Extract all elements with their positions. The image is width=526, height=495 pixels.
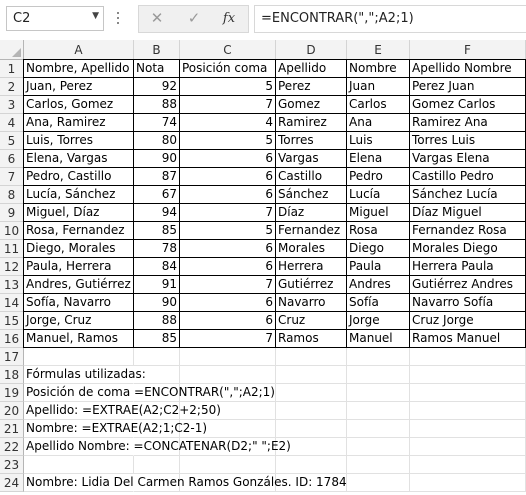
table-cell[interactable]: Paula, Herrera <box>24 258 134 276</box>
table-cell[interactable]: Morales <box>276 240 347 258</box>
table-cell[interactable]: Lucía, Sánchez <box>24 186 134 204</box>
table-cell[interactable]: Carlos <box>347 96 410 114</box>
name-box-value: C2 <box>13 11 31 26</box>
row-header[interactable]: 23 <box>0 456 24 474</box>
row-header[interactable]: 22 <box>0 438 24 456</box>
row-header[interactable]: 24 <box>0 474 24 492</box>
table-cell[interactable]: Cruz Jorge <box>410 312 526 330</box>
column-header-e[interactable]: E <box>347 40 410 60</box>
table-cell[interactable]: Díaz Miguel <box>410 204 526 222</box>
table-cell[interactable]: 80 <box>134 132 180 150</box>
row-header[interactable]: 16 <box>0 330 24 348</box>
empty-cell[interactable] <box>276 384 347 402</box>
table-cell[interactable]: 84 <box>134 258 180 276</box>
row-header[interactable]: 21 <box>0 420 24 438</box>
table-cell[interactable]: Gomez Carlos <box>410 96 526 114</box>
table-cell[interactable]: Morales Diego <box>410 240 526 258</box>
empty-cell[interactable] <box>276 402 347 420</box>
table-cell[interactable]: 7 <box>180 96 276 114</box>
table-cell[interactable]: 94 <box>134 204 180 222</box>
formula-bar <box>0 0 526 41</box>
table-cell[interactable]: Juan, Perez <box>24 78 134 96</box>
table-cell[interactable]: Gutiérrez Andres <box>410 276 526 294</box>
table-cell[interactable]: Juan <box>347 78 410 96</box>
table-cell[interactable]: Elena, Vargas <box>24 150 134 168</box>
spreadsheet-grid[interactable] <box>0 40 526 495</box>
table-cell[interactable]: 90 <box>134 294 180 312</box>
table-cell[interactable]: 6 <box>180 312 276 330</box>
empty-cell[interactable] <box>134 348 180 366</box>
empty-cell[interactable] <box>410 438 526 456</box>
table-cell[interactable]: Perez <box>276 78 347 96</box>
table-cell[interactable]: Andres <box>347 276 410 294</box>
table-cell[interactable]: Ramos <box>276 330 347 348</box>
table-cell[interactable]: Fernandez Rosa <box>410 222 526 240</box>
table-cell[interactable]: Sofía <box>347 294 410 312</box>
empty-cell[interactable] <box>410 384 526 402</box>
row-header[interactable]: 12 <box>0 258 24 276</box>
table-cell[interactable]: 5 <box>180 78 276 96</box>
name-box[interactable] <box>6 6 104 31</box>
table-cell[interactable]: 6 <box>180 294 276 312</box>
table-cell[interactable]: Rosa <box>347 222 410 240</box>
table-cell[interactable]: Manuel, Ramos <box>24 330 134 348</box>
table-cell[interactable]: Lucía <box>347 186 410 204</box>
table-cell[interactable]: Miguel <box>347 204 410 222</box>
table-cell[interactable]: 7 <box>180 330 276 348</box>
empty-cell[interactable] <box>410 420 526 438</box>
empty-cell[interactable] <box>347 438 410 456</box>
empty-cell[interactable] <box>347 420 410 438</box>
table-header-cell[interactable]: Nombre, Apellido <box>24 60 134 78</box>
column-header-c[interactable]: C <box>180 40 276 60</box>
table-cell[interactable]: 67 <box>134 186 180 204</box>
row-header[interactable]: 10 <box>0 222 24 240</box>
table-cell[interactable]: Sánchez <box>276 186 347 204</box>
table-cell[interactable]: Vargas <box>276 150 347 168</box>
table-cell[interactable]: 5 <box>180 222 276 240</box>
table-cell[interactable]: 87 <box>134 168 180 186</box>
empty-cell[interactable] <box>347 384 410 402</box>
insert-function-icon[interactable]: fx <box>222 11 236 26</box>
row-header[interactable]: 19 <box>0 384 24 402</box>
table-cell[interactable]: Ana, Ramirez <box>24 114 134 132</box>
note-cell[interactable]: Nombre: Lidia Del Carmen Ramos Gonzáles. ID: 1784 <box>24 474 134 492</box>
table-cell[interactable]: Gutiérrez <box>276 276 347 294</box>
row-header[interactable]: 14 <box>0 294 24 312</box>
row-header[interactable]: 5 <box>0 132 24 150</box>
table-cell[interactable]: 88 <box>134 96 180 114</box>
check-icon[interactable]: ✓ <box>187 9 201 27</box>
table-cell[interactable]: 88 <box>134 312 180 330</box>
table-cell[interactable]: Vargas Elena <box>410 150 526 168</box>
table-cell[interactable]: Fernandez <box>276 222 347 240</box>
table-cell[interactable]: Castillo <box>276 168 347 186</box>
empty-cell[interactable] <box>347 456 410 474</box>
empty-cell[interactable] <box>180 348 276 366</box>
select-all-corner[interactable] <box>0 40 24 60</box>
row-header[interactable]: 15 <box>0 312 24 330</box>
row-header[interactable]: 3 <box>0 96 24 114</box>
table-cell[interactable]: Andres, Gutiérrez <box>24 276 134 294</box>
table-cell[interactable]: 92 <box>134 78 180 96</box>
row-header[interactable]: 4 <box>0 114 24 132</box>
table-cell[interactable]: Pedro <box>347 168 410 186</box>
empty-cell[interactable] <box>410 366 526 384</box>
empty-cell[interactable] <box>134 456 180 474</box>
table-cell[interactable]: 7 <box>180 204 276 222</box>
table-cell[interactable]: Gomez <box>276 96 347 114</box>
note-cell[interactable]: Apellido Nombre: =CONCATENAR(D2;" ";E2) <box>24 438 134 456</box>
table-cell[interactable]: Sofía, Navarro <box>24 294 134 312</box>
table-cell[interactable]: 6 <box>180 168 276 186</box>
note-cell[interactable]: Apellido: =EXTRAE(A2;C2+2;50) <box>24 402 134 420</box>
table-cell[interactable]: 90 <box>134 150 180 168</box>
table-cell[interactable]: Jorge, Cruz <box>24 312 134 330</box>
table-cell[interactable]: Herrera <box>276 258 347 276</box>
table-cell[interactable]: 91 <box>134 276 180 294</box>
table-cell[interactable]: Castillo Pedro <box>410 168 526 186</box>
table-header-cell[interactable]: Posición coma <box>180 60 276 78</box>
table-header-cell[interactable]: Apellido <box>276 60 347 78</box>
row-header[interactable]: 9 <box>0 204 24 222</box>
empty-cell[interactable] <box>180 366 276 384</box>
empty-cell[interactable] <box>347 402 410 420</box>
table-cell[interactable]: Cruz <box>276 312 347 330</box>
drag-handle-icon[interactable] <box>117 9 121 27</box>
row-header[interactable]: 18 <box>0 366 24 384</box>
column-header-d[interactable]: D <box>276 40 347 60</box>
table-cell[interactable]: 85 <box>134 222 180 240</box>
row-header[interactable]: 20 <box>0 402 24 420</box>
formula-input[interactable] <box>254 5 526 33</box>
table-cell[interactable]: Perez Juan <box>410 78 526 96</box>
row-header[interactable]: 11 <box>0 240 24 258</box>
row-header[interactable]: 1 <box>0 60 24 78</box>
table-cell[interactable]: Ramos Manuel <box>410 330 526 348</box>
formula-buttons <box>138 5 249 33</box>
table-cell[interactable]: Elena <box>347 150 410 168</box>
table-cell[interactable]: Jorge <box>347 312 410 330</box>
column-header-b[interactable]: B <box>134 40 180 60</box>
table-cell[interactable]: Carlos, Gomez <box>24 96 134 114</box>
note-cell[interactable]: Nombre: =EXTRAE(A2;1;C2-1) <box>24 420 134 438</box>
row-header[interactable]: 6 <box>0 150 24 168</box>
row-header[interactable]: 2 <box>0 78 24 96</box>
table-cell[interactable]: 4 <box>180 114 276 132</box>
empty-cell[interactable] <box>347 474 410 492</box>
table-cell[interactable]: Luis <box>347 132 410 150</box>
note-cell[interactable]: Posición de coma =ENCONTRAR(",";A2;1) <box>24 384 134 402</box>
row-header[interactable]: 13 <box>0 276 24 294</box>
table-cell[interactable]: Diego, Morales <box>24 240 134 258</box>
empty-cell[interactable] <box>276 456 347 474</box>
table-header-cell[interactable]: Apellido Nombre <box>410 60 526 78</box>
table-cell[interactable]: Rosa, Fernandez <box>24 222 134 240</box>
table-header-cell[interactable]: Nombre <box>347 60 410 78</box>
empty-cell[interactable] <box>410 456 526 474</box>
cancel-icon[interactable]: ✕ <box>150 9 164 27</box>
column-header-f[interactable]: F <box>410 40 526 60</box>
table-cell[interactable]: Torres <box>276 132 347 150</box>
empty-cell[interactable] <box>410 348 526 366</box>
empty-cell[interactable] <box>24 456 134 474</box>
table-cell[interactable]: Díaz <box>276 204 347 222</box>
row-header[interactable]: 17 <box>0 348 24 366</box>
table-cell[interactable]: Manuel <box>347 330 410 348</box>
table-cell[interactable]: 6 <box>180 150 276 168</box>
row-header[interactable]: 8 <box>0 186 24 204</box>
table-cell[interactable]: 6 <box>180 240 276 258</box>
table-header-cell[interactable]: Nota <box>134 60 180 78</box>
table-cell[interactable]: Miguel, Díaz <box>24 204 134 222</box>
table-cell[interactable]: Ramirez Ana <box>410 114 526 132</box>
row-header[interactable]: 7 <box>0 168 24 186</box>
empty-cell[interactable] <box>276 348 347 366</box>
table-cell[interactable]: 6 <box>180 186 276 204</box>
table-cell[interactable]: Navarro <box>276 294 347 312</box>
table-cell[interactable]: Torres Luis <box>410 132 526 150</box>
table-cell[interactable]: Ana <box>347 114 410 132</box>
table-cell[interactable]: 74 <box>134 114 180 132</box>
table-cell[interactable]: 6 <box>180 258 276 276</box>
table-cell[interactable]: Diego <box>347 240 410 258</box>
empty-cell[interactable] <box>276 420 347 438</box>
empty-cell[interactable] <box>347 366 410 384</box>
table-cell[interactable]: Luis, Torres <box>24 132 134 150</box>
column-header-a[interactable]: A <box>24 40 134 60</box>
note-cell[interactable]: Fórmulas utilizadas: <box>24 366 134 384</box>
table-cell[interactable]: Ramirez <box>276 114 347 132</box>
table-cell[interactable]: Herrera Paula <box>410 258 526 276</box>
chevron-down-icon[interactable]: ▼ <box>92 11 99 21</box>
formula-text: =ENCONTRAR(",";A2;1) <box>261 11 414 26</box>
table-cell[interactable]: Navarro Sofía <box>410 294 526 312</box>
table-cell[interactable]: Pedro, Castillo <box>24 168 134 186</box>
empty-cell[interactable] <box>180 456 276 474</box>
empty-cell[interactable] <box>347 348 410 366</box>
table-cell[interactable]: 5 <box>180 132 276 150</box>
empty-cell[interactable] <box>410 474 526 492</box>
table-cell[interactable]: 78 <box>134 240 180 258</box>
empty-cell[interactable] <box>410 402 526 420</box>
table-cell[interactable]: 7 <box>180 276 276 294</box>
table-cell[interactable]: Paula <box>347 258 410 276</box>
table-cell[interactable]: Sánchez Lucía <box>410 186 526 204</box>
table-cell[interactable]: 85 <box>134 330 180 348</box>
empty-cell[interactable] <box>24 348 134 366</box>
empty-cell[interactable] <box>276 366 347 384</box>
